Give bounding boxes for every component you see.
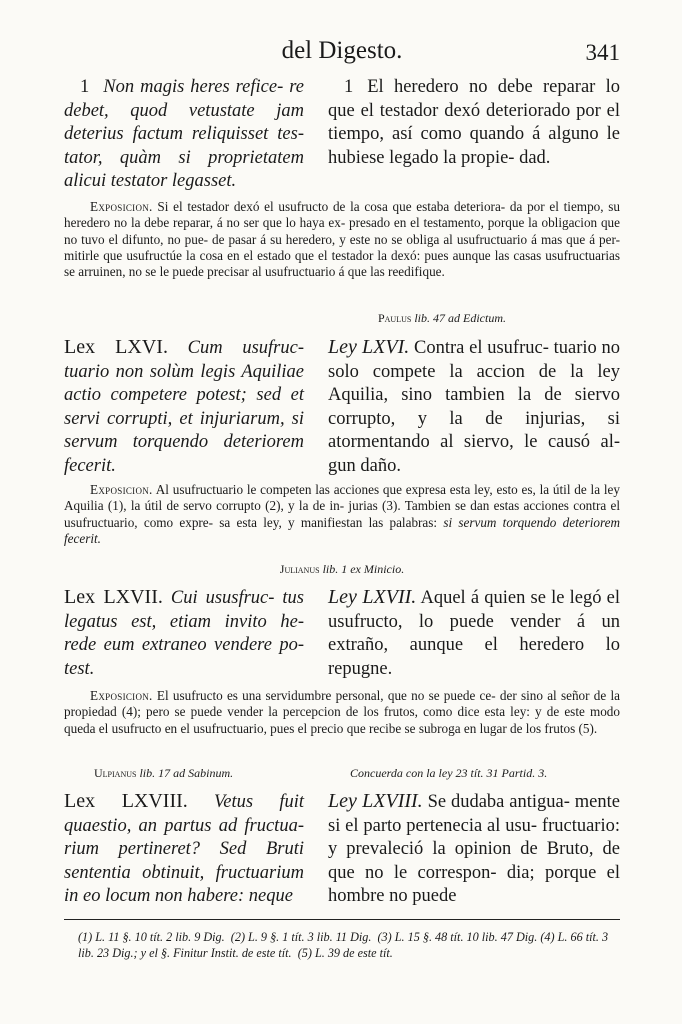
footnote: (2) L. 9 §. 1 tít. 3 lib. 11 Dig. — [230, 930, 372, 944]
lex-66 — [64, 336, 620, 478]
ley-heading: Ley LXVI. — [328, 336, 410, 358]
footnote-divider — [64, 919, 620, 920]
attribution-author: Julianus — [279, 562, 320, 576]
attribution-ref: lib. 1 ex Minicio. — [322, 562, 405, 576]
spanish-text: Contra el usufruc- tuario no solo compete la accion de la ley Aquilia, sino tambien la de siervo corrupto, y la de injurias, si atormentando al siervo, le causó al- gun daño. — [328, 338, 621, 476]
attribution-author: Paulus — [377, 311, 412, 325]
attribution-3 — [64, 766, 620, 781]
latin-text: Non magis heres refice- re debet, quod vetustate jam deterius factum reliquisset tes- tator, quàm si proprietatem alicui testator legasset. — [64, 77, 304, 191]
attribution-ref: lib. 17 ad Sabinum. — [139, 766, 234, 780]
lex-68 — [64, 790, 620, 909]
attribution-2 — [64, 562, 620, 577]
lex-66-spanish — [328, 336, 620, 478]
footnote: (1) L. 11 §. 10 tít. 2 lib. 9 Dig. — [78, 930, 225, 944]
latin-text: Vetus fuit quaestio, an partus ad fructua- rium pertineret? Sed Bruti sententia obtinuit, fructuarium in eo locum non habere: neque — [64, 792, 304, 906]
attribution-author: Ulpianus — [94, 766, 137, 780]
spanish-text: Aquel á quien se le legó el usufructo, lo puede vender á un extraño, aunque el heredero lo repugne. — [328, 588, 620, 679]
section-1-latin — [64, 76, 304, 194]
latin-text: Cui ususfruc- tus legatus est, etiam invito he- rede eum extraneo vendere po- test. — [64, 588, 304, 679]
exposition-3 — [64, 688, 620, 737]
exposition-quote: si servum torquendo deteriorem fecerit. — [64, 514, 621, 546]
exposition-label: Exposicion. — [90, 688, 153, 703]
footnote: (5) L. 39 de este tít. — [297, 945, 393, 960]
lex-67-latin — [64, 586, 304, 681]
exposition-2 — [64, 482, 620, 547]
exposition-label: Exposicion. — [90, 199, 153, 214]
exposition-text: El usufructo es una servidumbre personal, que no se puede ce- der sino al señor de la propiedad (4); pero se puede vender la percepcion de los frutos, como dice esta ley: y de este modo queda el usufructo en el usufructuario, pues el precio que recibe se subroga en lugar de los frutos (5). — [64, 688, 620, 736]
footnote: (4) L. 66 tít. 3 lib. 23 Dig.; y el §. Finitur Instit. de este tít. — [78, 930, 609, 960]
lex-68-spanish — [328, 790, 620, 909]
lex-heading: Lex LXVI. — [64, 336, 168, 358]
lex-67-spanish — [328, 586, 620, 681]
spanish-text: Se dudaba antigua- mente si el parto pertenecia al usu- fructuario: y prevaleció la opinion de Bruto, de que no le correspon- dia; porque el hombre no puede — [328, 792, 620, 906]
page-title: del Digesto. — [281, 37, 403, 64]
running-header — [64, 36, 620, 66]
page-number: 341 — [585, 40, 620, 65]
footnote: (3) L. 15 §. 48 tít. 10 lib. 47 Dig. — [377, 930, 538, 944]
concordance-note: Concuerda con la ley 23 tít. 31 Partid. 3. — [350, 766, 548, 780]
lex-67 — [64, 586, 620, 681]
section-1-spanish — [328, 76, 620, 194]
lex-68-latin — [64, 790, 304, 909]
section-number: 1 — [80, 77, 90, 97]
section-1 — [64, 76, 620, 194]
ley-heading: Ley LXVIII. — [328, 790, 423, 812]
section-number: 1 — [344, 77, 354, 97]
lex-heading: Lex LXVIII. — [64, 790, 188, 812]
lex-heading: Lex LXVII. — [64, 586, 163, 608]
exposition-text: Si el testador dexó el usufructo de la cosa que estaba deteriora- da por el tiempo, su heredero no la debe reparar, á no ser que lo haya ex- presado en el testamento, porque la obligacion que no tuvo el difunto, no pue- de pasar á su heredero, y este no se obliga al usufructuario á mas que á per- mitirle que usufructúe la cosa en el estado que el testador la dexó: pues aunque las casas usufructuarias se arruinen, no se le puede precisar al usufructuario á que las reedifique. — [64, 199, 620, 280]
attribution-1 — [64, 311, 620, 326]
footnotes — [78, 930, 623, 961]
exposition-text: Al usufructuario le competen las acciones que expresa esta ley, esto es, la útil de la ley Aquilia (1), la útil de servo corrupto (2), y la de in- jurias (3). Tambien se dan estas acciones contra el usufructuario, como expre- sa esta ley, y manifiestan las palabras: — [64, 482, 620, 530]
spanish-text: El heredero no debe reparar lo que el testador dexó deteriorado por el tiempo, así como quando á alguno le hubiese legado la propie- dad. — [328, 77, 620, 168]
lex-66-latin — [64, 336, 304, 478]
exposition-label: Exposicion. — [90, 482, 153, 497]
exposition-1 — [64, 199, 620, 280]
ley-heading: Ley LXVII. — [328, 586, 417, 608]
latin-text: Cum usufruc- tuario non solùm legis Aquiliae actio competere potest; sed et servi corrupti, et injuriarum, si servum torquendo deteriorem fecerit. — [64, 338, 304, 476]
attribution-ref: lib. 47 ad Edictum. — [414, 311, 506, 325]
